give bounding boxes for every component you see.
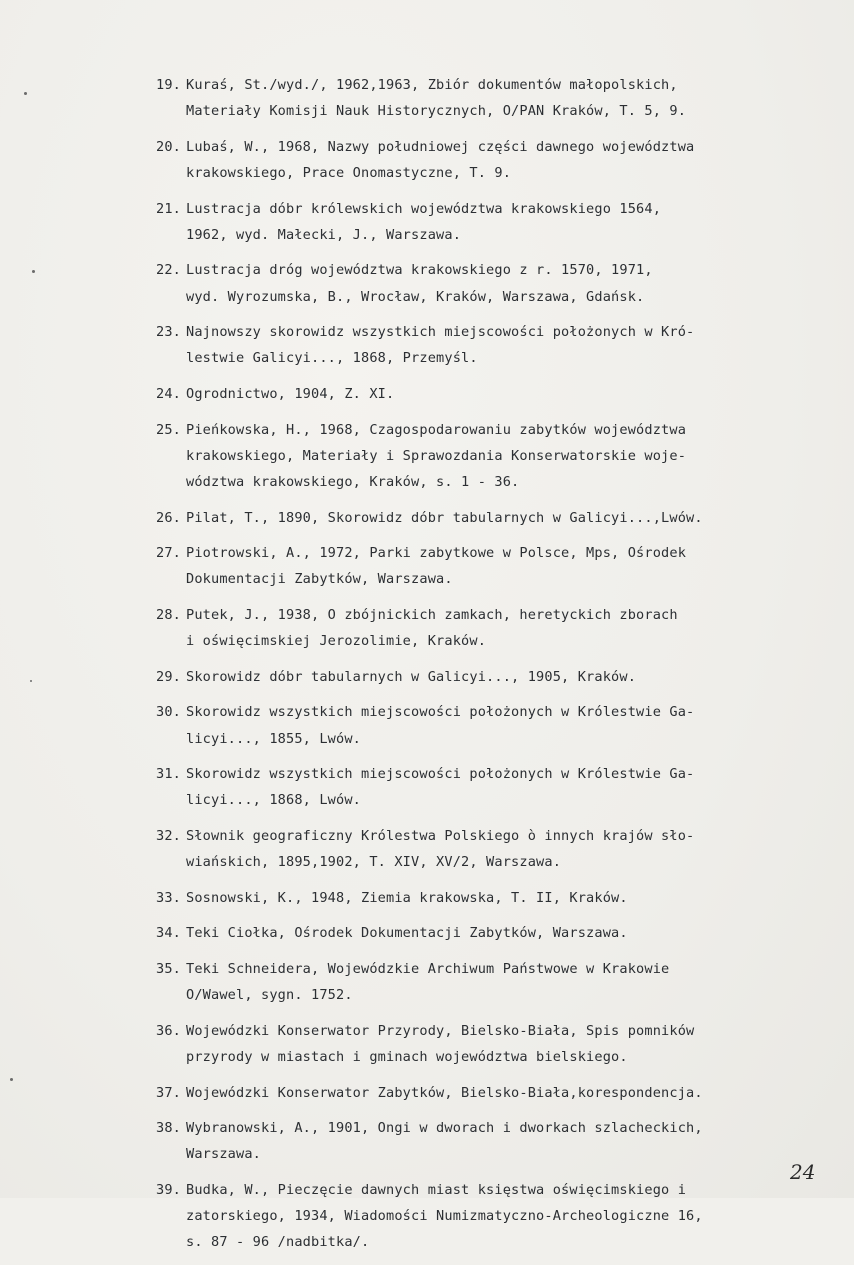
- paper-speck: [32, 270, 35, 273]
- entry-line: Kuraś, St./wyd./, 1962,1963, Zbiór dokumentów małopolskich,: [186, 77, 678, 93]
- entry-text: [186, 72, 846, 124]
- entry-text: [186, 602, 846, 654]
- entry-line: wiańskich, 1895,1902, T. XIV, XV/2, Warszawa.: [186, 854, 562, 871]
- entry-number: 25.: [156, 421, 182, 438]
- entry-text: [186, 319, 846, 371]
- entry-line: licyi..., 1868, Lwów.: [186, 792, 362, 809]
- entry-number: 35.: [156, 960, 182, 977]
- entry-line: Sosnowski, K., 1948, Ziemia krakowska, T. II, Kraków.: [186, 889, 628, 906]
- entry-text: [186, 540, 846, 592]
- page-number: 24: [790, 1160, 816, 1184]
- entry-line: Skorowidz wszystkich miejscowości położonych w Królestwie Ga-: [186, 704, 695, 721]
- entry-text: [186, 956, 846, 1008]
- entry-line: Najnowszy skorowidz wszystkich miejscowości położonych w Kró-: [186, 324, 695, 341]
- entry-number: 29.: [156, 668, 182, 685]
- entry-line: Ogrodnictwo, 1904, Z. XI.: [186, 385, 395, 402]
- entry-text: [186, 505, 846, 531]
- entry-line: Lustracja dóbr królewskich województwa krakowskiego 1564,: [186, 200, 662, 217]
- entry-text: [186, 761, 846, 813]
- entry-line: przyrody w miastach i gminach województwa bielskiego.: [186, 1048, 628, 1065]
- entry-text: [186, 257, 846, 309]
- entry-number: 26.: [156, 509, 182, 526]
- entry-line: Piotrowski, A., 1972, Parki zabytkowe w Polsce, Mps, Ośrodek: [186, 545, 687, 562]
- paper-speck: [10, 1078, 13, 1081]
- bibliography-list: [156, 72, 846, 1265]
- entry-text: [186, 417, 846, 496]
- entry-number: 30.: [156, 704, 182, 721]
- entry-line: licyi..., 1855, Lwów.: [186, 730, 362, 747]
- entry-number: 21.: [156, 200, 182, 217]
- entry-line: Teki Schneidera, Wojewódzkie Archiwum Państwowe w Krakowie: [186, 960, 670, 977]
- bibliography-entry: [156, 196, 846, 248]
- entry-number: 24.: [156, 385, 182, 402]
- entry-text: [186, 664, 846, 690]
- entry-number: 39.: [156, 1181, 182, 1198]
- entry-number: 22.: [156, 262, 182, 279]
- bibliography-entry: [156, 956, 846, 1008]
- bibliography-entry: [156, 72, 846, 124]
- entry-line: O/Wawel, sygn. 1752.: [186, 987, 353, 1004]
- entry-line: Materiały Komisji Nauk Historycznych, O/PAN Kraków, T. 5, 9.: [186, 103, 687, 120]
- bibliography-entry: [156, 920, 846, 946]
- entry-text: [186, 1177, 846, 1256]
- bibliography-entry: [156, 699, 846, 751]
- bibliography-entry: [156, 540, 846, 592]
- bibliography-entry: [156, 505, 846, 531]
- entry-text: [186, 699, 846, 751]
- entry-text: [186, 1018, 846, 1070]
- entry-line: krakowskiego, Materiały i Sprawozdania Konserwatorskie woje-: [186, 447, 687, 464]
- entry-text: [186, 381, 846, 407]
- entry-text: [186, 1115, 846, 1167]
- entry-number: 19.: [156, 77, 182, 93]
- bibliography-entry: [156, 761, 846, 813]
- entry-number: 36.: [156, 1022, 182, 1039]
- bibliography-entry: [156, 823, 846, 875]
- entry-line: zatorskiego, 1934, Wiadomości Numizmatyczno-Archeologiczne 16,: [186, 1208, 703, 1225]
- entry-line: Pieńkowska, H., 1968, Czagospodarowaniu zabytków województwa: [186, 421, 687, 438]
- entry-text: [186, 196, 846, 248]
- entry-text: [186, 885, 846, 911]
- entry-number: 37.: [156, 1084, 182, 1101]
- entry-line: lestwie Galicyi..., 1868, Przemyśl.: [186, 350, 478, 367]
- entry-line: 1962, wyd. Małecki, J., Warszawa.: [186, 226, 462, 243]
- paper-speck: [24, 92, 27, 95]
- bibliography-entry: [156, 664, 846, 690]
- entry-line: Warszawa.: [186, 1146, 262, 1163]
- entry-line: Skorowidz dóbr tabularnych w Galicyi..., 1905, Kraków.: [186, 668, 637, 685]
- bibliography-entry: [156, 381, 846, 407]
- bibliography-entry: [156, 134, 846, 186]
- entry-line: Słownik geograficzny Królestwa Polskiego ò innych krajów sło-: [186, 827, 695, 844]
- bibliography-entry: [156, 1080, 846, 1106]
- entry-line: Wojewódzki Konserwator Przyrody, Bielsko-Biała, Spis pomników: [186, 1022, 695, 1039]
- bibliography-entry: [156, 319, 846, 371]
- entry-line: Wybranowski, A., 1901, Ongi w dworach i dworkach szlacheckich,: [186, 1120, 703, 1137]
- entry-line: Budka, W., Pieczęcie dawnych miast księstwa oświęcimskiego i: [186, 1181, 687, 1198]
- entry-line: i oświęcimskiej Jerozolimie, Kraków.: [186, 633, 487, 650]
- entry-number: 32.: [156, 827, 182, 844]
- entry-number: 27.: [156, 545, 182, 562]
- entry-line: Lubaś, W., 1968, Nazwy południowej części dawnego województwa: [186, 138, 695, 155]
- entry-line: Teki Ciołka, Ośrodek Dokumentacji Zabytków, Warszawa.: [186, 925, 628, 942]
- entry-number: 31.: [156, 766, 182, 783]
- entry-line: Pilat, T., 1890, Skorowidz dóbr tabularnych w Galicyi...,Lwów.: [186, 509, 703, 526]
- bibliography-entry: [156, 885, 846, 911]
- entry-text: [186, 920, 846, 946]
- bibliography-entry: [156, 417, 846, 496]
- entry-text: [186, 1080, 846, 1106]
- entry-text: [186, 134, 846, 186]
- bibliography-entry: [156, 1177, 846, 1256]
- entry-number: 28.: [156, 606, 182, 623]
- entry-line: Putek, J., 1938, O zbójnickich zamkach, heretyckich zborach: [186, 606, 678, 623]
- entry-line: wyd. Wyrozumska, B., Wrocław, Kraków, Warszawa, Gdańsk.: [186, 288, 645, 305]
- entry-line: s. 87 - 96 /nadbitka/.: [186, 1234, 370, 1251]
- entry-number: 38.: [156, 1120, 182, 1137]
- entry-line: wództwa krakowskiego, Kraków, s. 1 - 36.: [186, 473, 520, 490]
- entry-line: Skorowidz wszystkich miejscowości położonych w Królestwie Ga-: [186, 766, 695, 783]
- entry-number: 33.: [156, 889, 182, 906]
- bibliography-entry: [156, 1115, 846, 1167]
- entry-text: [186, 823, 846, 875]
- entry-line: Wojewódzki Konserwator Zabytków, Bielsko-Biała,korespondencja.: [186, 1084, 703, 1101]
- paper-speck: [30, 680, 32, 682]
- bibliography-entry: [156, 257, 846, 309]
- bibliography-entry: [156, 602, 846, 654]
- entry-line: krakowskiego, Prace Onomastyczne, T. 9.: [186, 165, 512, 181]
- bibliography-entry: [156, 1018, 846, 1070]
- entry-line: Lustracja dróg województwa krakowskiego z r. 1570, 1971,: [186, 262, 653, 279]
- entry-number: 20.: [156, 138, 182, 155]
- entry-number: 34.: [156, 925, 182, 942]
- entry-line: Dokumentacji Zabytków, Warszawa.: [186, 571, 453, 588]
- entry-number: 23.: [156, 324, 182, 341]
